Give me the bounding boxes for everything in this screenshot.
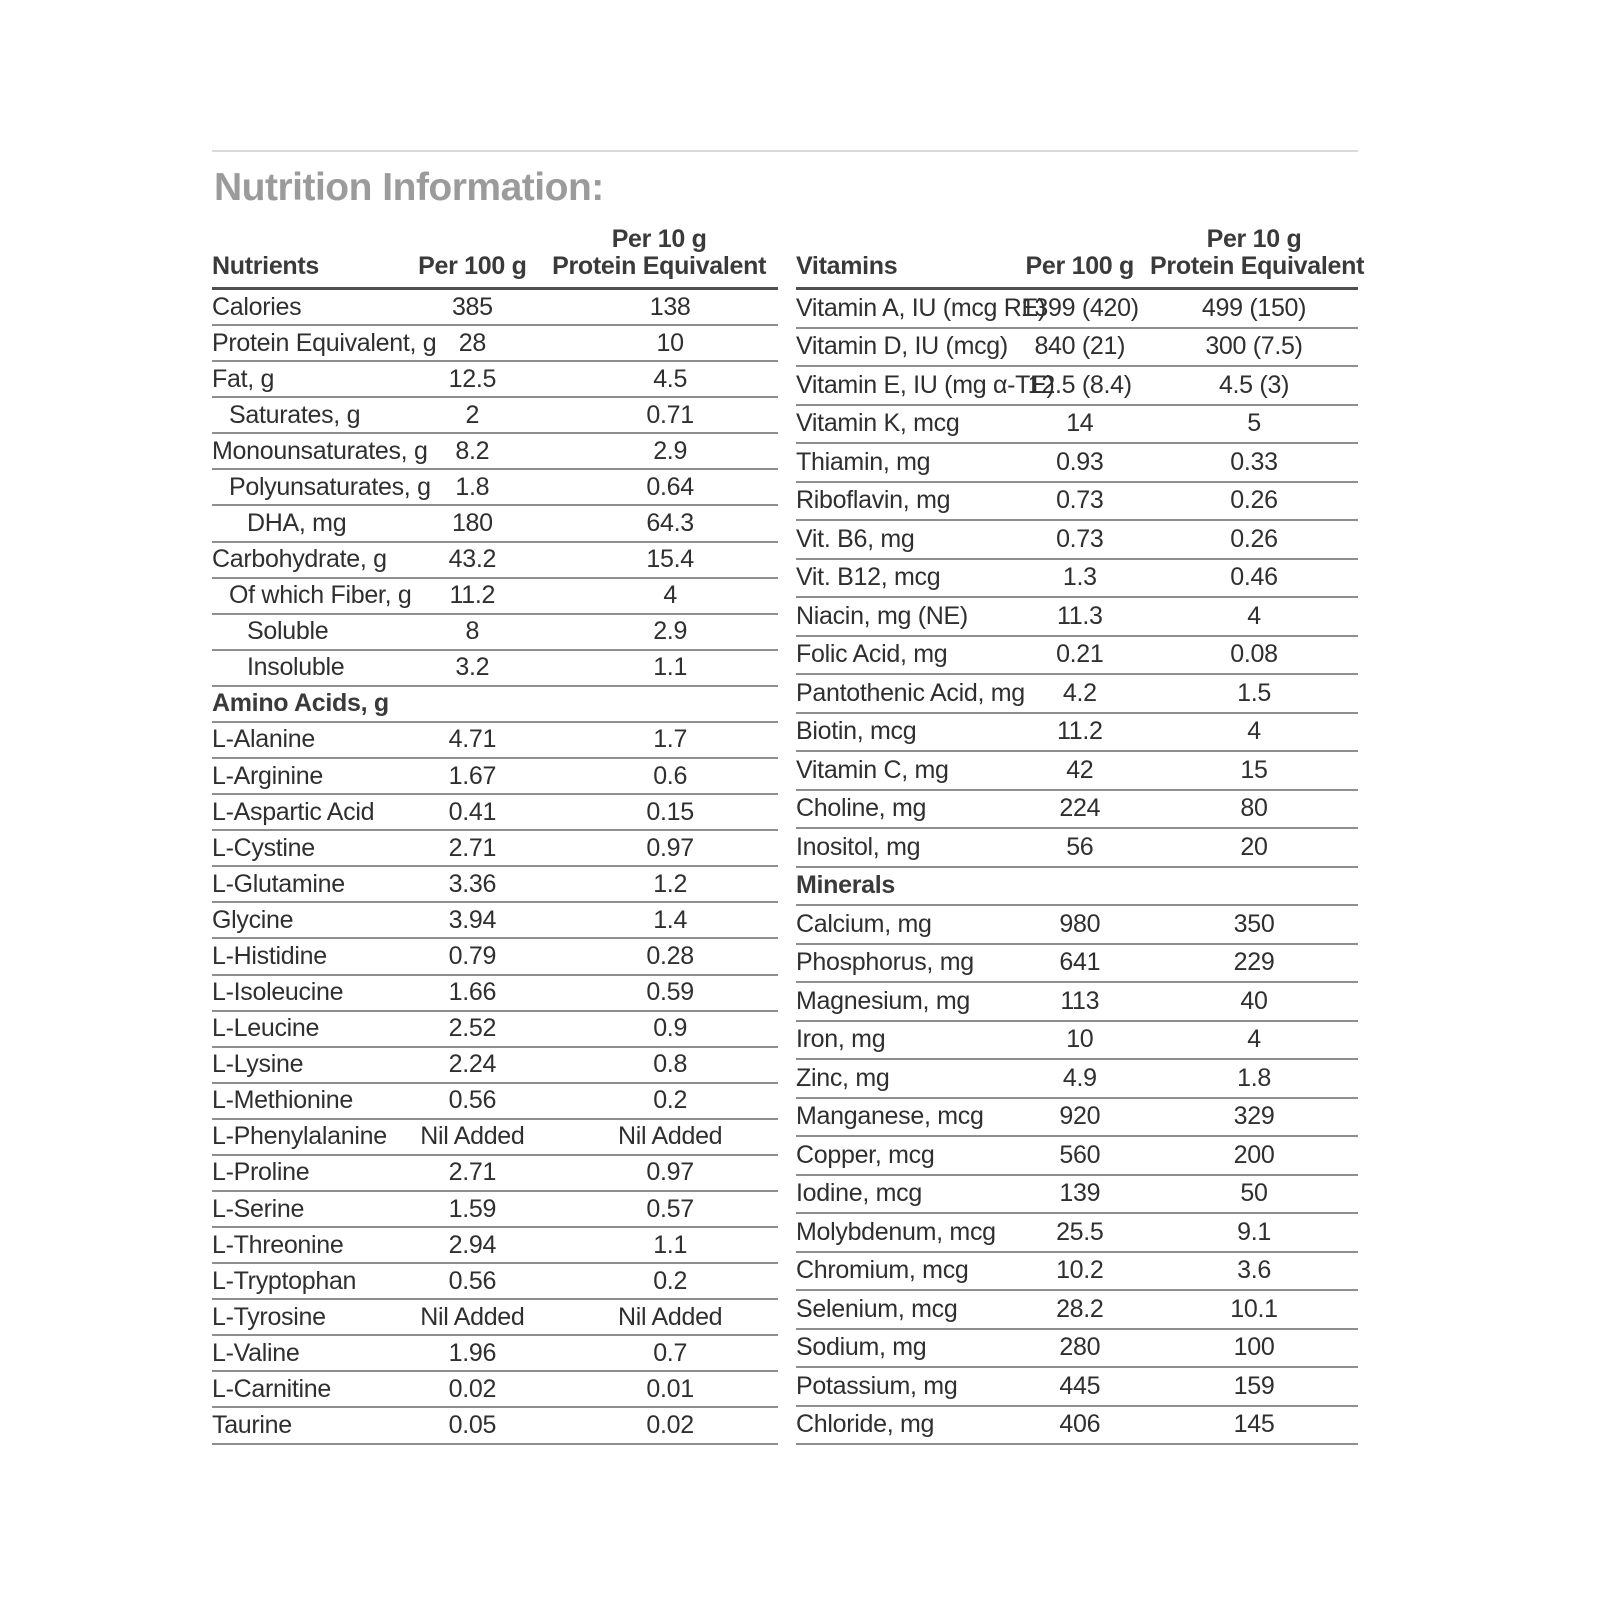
- section-row: [796, 867, 1358, 906]
- table-row: [796, 713, 1358, 752]
- row-label: Molybdenum, mcg: [796, 1213, 1010, 1252]
- row-label: Vitamin C, mg: [796, 751, 1010, 790]
- value-per-10g-protein-equivalent: 80: [1150, 790, 1358, 829]
- row-label: Saturates, g: [212, 397, 404, 433]
- table-row: [212, 1011, 778, 1047]
- value-per-100g: 2.94: [404, 1227, 540, 1263]
- value-per-100g: 28: [404, 325, 540, 361]
- table-row: [796, 751, 1358, 790]
- value-per-100g: 139: [1010, 1175, 1151, 1214]
- value-per-100g: 280: [1010, 1329, 1151, 1368]
- row-label: L-Lysine: [212, 1047, 404, 1083]
- value-per-100g: 28.2: [1010, 1290, 1151, 1329]
- value-per-10g-protein-equivalent: 4.5: [540, 361, 778, 397]
- table-row: [212, 361, 778, 397]
- table-row: [212, 1335, 778, 1371]
- value-per-100g: Nil Added: [404, 1299, 540, 1335]
- value-per-100g: 0.73: [1010, 520, 1151, 559]
- table-row: [212, 938, 778, 974]
- row-label: Calories: [212, 289, 404, 326]
- value-per-100g: 11.2: [404, 578, 540, 614]
- col-header-vitamins: Vitamins: [796, 226, 1010, 289]
- row-label: L-Aspartic Acid: [212, 794, 404, 830]
- table-row: [212, 1155, 778, 1191]
- row-label: L-Histidine: [212, 938, 404, 974]
- table-row: [796, 1252, 1358, 1291]
- value-per-10g-protein-equivalent: 499 (150): [1150, 289, 1358, 328]
- nutrients-header-row: [212, 226, 778, 289]
- value-per-100g: Nil Added: [404, 1119, 540, 1155]
- table-row: [212, 1407, 778, 1444]
- row-label: L-Phenylalanine: [212, 1119, 404, 1155]
- value-per-100g: 1.8: [404, 469, 540, 505]
- table-row: [212, 758, 778, 794]
- table-row: [212, 1191, 778, 1227]
- table-row: [796, 1406, 1358, 1445]
- value-per-100g: 3.36: [404, 866, 540, 902]
- value-per-10g-protein-equivalent: 1.1: [540, 650, 778, 686]
- value-per-100g: 11.3: [1010, 597, 1151, 636]
- table-row: [796, 405, 1358, 444]
- row-label: L-Tyrosine: [212, 1299, 404, 1335]
- table-row: [796, 559, 1358, 598]
- value-per-100g: 180: [404, 505, 540, 541]
- row-label: L-Arginine: [212, 758, 404, 794]
- value-per-10g-protein-equivalent: 4: [1150, 597, 1358, 636]
- value-per-10g-protein-equivalent: 4: [540, 578, 778, 614]
- table-row: [796, 289, 1358, 328]
- value-per-100g: 2.71: [404, 830, 540, 866]
- nutrients-table: [212, 226, 778, 1445]
- value-per-100g: 4.9: [1010, 1059, 1151, 1098]
- value-per-100g: 42: [1010, 751, 1151, 790]
- table-row: [212, 866, 778, 902]
- value-per-10g-protein-equivalent: 10: [540, 325, 778, 361]
- row-label: Vitamin D, IU (mcg): [796, 328, 1010, 367]
- value-per-10g-protein-equivalent: 0.26: [1150, 482, 1358, 521]
- row-label: L-Alanine: [212, 722, 404, 758]
- value-per-100g: 0.56: [404, 1083, 540, 1119]
- value-per-10g-protein-equivalent: 350: [1150, 905, 1358, 944]
- value-per-10g-protein-equivalent: 0.33: [1150, 443, 1358, 482]
- value-per-100g: 1.59: [404, 1191, 540, 1227]
- value-per-10g-protein-equivalent: 229: [1150, 944, 1358, 983]
- value-per-100g: 8.2: [404, 433, 540, 469]
- value-per-10g-protein-equivalent: 0.9: [540, 1011, 778, 1047]
- value-per-100g: 8: [404, 614, 540, 650]
- row-label: L-Tryptophan: [212, 1263, 404, 1299]
- value-per-10g-protein-equivalent: 300 (7.5): [1150, 328, 1358, 367]
- row-label: Of which Fiber, g: [212, 578, 404, 614]
- row-label: Niacin, mg (NE): [796, 597, 1010, 636]
- table-row: [212, 542, 778, 578]
- row-label: Fat, g: [212, 361, 404, 397]
- row-label: Protein Equivalent, g: [212, 325, 404, 361]
- value-per-100g: 840 (21): [1010, 328, 1151, 367]
- table-row: [796, 1329, 1358, 1368]
- row-label: Iron, mg: [796, 1021, 1010, 1060]
- table-row: [796, 636, 1358, 675]
- row-label: L-Threonine: [212, 1227, 404, 1263]
- value-per-100g: 2.24: [404, 1047, 540, 1083]
- value-per-10g-protein-equivalent: 0.8: [540, 1047, 778, 1083]
- row-label: Vit. B12, mcg: [796, 559, 1010, 598]
- value-per-10g-protein-equivalent: 0.28: [540, 938, 778, 974]
- row-label: L-Glutamine: [212, 866, 404, 902]
- section-row: [212, 686, 778, 722]
- value-per-10g-protein-equivalent: 4.5 (3): [1150, 366, 1358, 405]
- table-row: [212, 1227, 778, 1263]
- value-per-10g-protein-equivalent: 0.2: [540, 1263, 778, 1299]
- row-label: Carbohydrate, g: [212, 542, 404, 578]
- table-row: [212, 650, 778, 686]
- row-label: Inositol, mg: [796, 828, 1010, 867]
- value-per-100g: 4.2: [1010, 674, 1151, 713]
- col-header-nutrients: Nutrients: [212, 226, 404, 289]
- value-per-10g-protein-equivalent: 2.9: [540, 614, 778, 650]
- table-row: [212, 433, 778, 469]
- value-per-10g-protein-equivalent: 1.7: [540, 722, 778, 758]
- table-row: [212, 505, 778, 541]
- row-label: Soluble: [212, 614, 404, 650]
- table-row: [212, 830, 778, 866]
- table-row: [212, 1083, 778, 1119]
- value-per-100g: 1.66: [404, 975, 540, 1011]
- value-per-100g: 12.5: [404, 361, 540, 397]
- value-per-100g: 1.3: [1010, 559, 1151, 598]
- table-row: [212, 975, 778, 1011]
- value-per-100g: 406: [1010, 1406, 1151, 1445]
- col-header-per-100g: Per 100 g: [404, 226, 540, 289]
- row-label: Potassium, mg: [796, 1367, 1010, 1406]
- table-row: [212, 1119, 778, 1155]
- value-per-10g-protein-equivalent: 138: [540, 289, 778, 326]
- per-10g-line: Per 10 g: [1206, 225, 1302, 253]
- value-per-100g: 0.56: [404, 1263, 540, 1299]
- value-per-100g: 10: [1010, 1021, 1151, 1060]
- value-per-10g-protein-equivalent: 9.1: [1150, 1213, 1358, 1252]
- nutrition-label: [212, 150, 1365, 1445]
- value-per-100g: 14: [1010, 405, 1151, 444]
- value-per-100g: 56: [1010, 828, 1151, 867]
- table-row: [796, 674, 1358, 713]
- protein-equivalent-line: Protein Equivalent: [552, 252, 767, 280]
- row-label: L-Carnitine: [212, 1371, 404, 1407]
- table-row: [212, 902, 778, 938]
- table-row: [212, 289, 778, 326]
- value-per-10g-protein-equivalent: 0.26: [1150, 520, 1358, 559]
- value-per-100g: 385: [404, 289, 540, 326]
- col-header-per-10g-protein-equivalent: [1150, 225, 1365, 289]
- value-per-10g-protein-equivalent: 0.57: [540, 1191, 778, 1227]
- table-row: [796, 1175, 1358, 1214]
- row-label: L-Isoleucine: [212, 975, 404, 1011]
- table-row: [796, 790, 1358, 829]
- table-row: [796, 366, 1358, 405]
- row-label: L-Cystine: [212, 830, 404, 866]
- table-row: [796, 328, 1358, 367]
- value-per-10g-protein-equivalent: 0.64: [540, 469, 778, 505]
- value-per-10g-protein-equivalent: 40: [1150, 982, 1358, 1021]
- page-title: Nutrition Information:: [214, 166, 604, 209]
- row-label: L-Proline: [212, 1155, 404, 1191]
- value-per-10g-protein-equivalent: 15: [1150, 751, 1358, 790]
- value-per-10g-protein-equivalent: 4: [1150, 713, 1358, 752]
- value-per-100g: 0.79: [404, 938, 540, 974]
- value-per-100g: 3.2: [404, 650, 540, 686]
- table-row: [796, 905, 1358, 944]
- row-label: Phosphorus, mg: [796, 944, 1010, 983]
- row-label: Chloride, mg: [796, 1406, 1010, 1445]
- table-row: [796, 1367, 1358, 1406]
- value-per-10g-protein-equivalent: 159: [1150, 1367, 1358, 1406]
- value-per-100g: 641: [1010, 944, 1151, 983]
- row-label: L-Serine: [212, 1191, 404, 1227]
- value-per-10g-protein-equivalent: 3.6: [1150, 1252, 1358, 1291]
- table-row: [796, 597, 1358, 636]
- table-row: [212, 325, 778, 361]
- protein-equivalent-line: Protein Equivalent: [1150, 252, 1365, 280]
- value-per-100g: 0.21: [1010, 636, 1151, 675]
- section-label: Minerals: [796, 867, 1358, 906]
- table-row: [796, 1098, 1358, 1137]
- table-row: [212, 614, 778, 650]
- value-per-10g-protein-equivalent: 100: [1150, 1329, 1358, 1368]
- value-per-10g-protein-equivalent: 0.15: [540, 794, 778, 830]
- value-per-10g-protein-equivalent: 0.59: [540, 975, 778, 1011]
- value-per-10g-protein-equivalent: 2.9: [540, 433, 778, 469]
- value-per-10g-protein-equivalent: Nil Added: [540, 1119, 778, 1155]
- row-label: Biotin, mcg: [796, 713, 1010, 752]
- value-per-100g: 0.05: [404, 1407, 540, 1444]
- value-per-10g-protein-equivalent: 5: [1150, 405, 1358, 444]
- vitamins-minerals-table: [796, 225, 1365, 1445]
- value-per-100g: 113: [1010, 982, 1151, 1021]
- table-row: [212, 1047, 778, 1083]
- row-label: Riboflavin, mg: [796, 482, 1010, 521]
- table-row: [796, 828, 1358, 867]
- value-per-100g: 560: [1010, 1136, 1151, 1175]
- table-row: [796, 482, 1358, 521]
- value-per-100g: 0.02: [404, 1371, 540, 1407]
- row-label: Glycine: [212, 902, 404, 938]
- value-per-10g-protein-equivalent: 0.7: [540, 1335, 778, 1371]
- row-label: DHA, mg: [212, 505, 404, 541]
- value-per-100g: 0.41: [404, 794, 540, 830]
- value-per-100g: 1.67: [404, 758, 540, 794]
- row-label: Magnesium, mg: [796, 982, 1010, 1021]
- value-per-100g: 1399 (420): [1010, 289, 1151, 328]
- row-label: Calcium, mg: [796, 905, 1010, 944]
- table-row: [796, 443, 1358, 482]
- value-per-100g: 445: [1010, 1367, 1151, 1406]
- table-row: [796, 1290, 1358, 1329]
- row-label: Zinc, mg: [796, 1059, 1010, 1098]
- table-row: [212, 397, 778, 433]
- value-per-10g-protein-equivalent: 0.6: [540, 758, 778, 794]
- row-label: Selenium, mcg: [796, 1290, 1010, 1329]
- value-per-10g-protein-equivalent: 0.02: [540, 1407, 778, 1444]
- value-per-10g-protein-equivalent: 20: [1150, 828, 1358, 867]
- row-label: Pantothenic Acid, mg: [796, 674, 1010, 713]
- value-per-10g-protein-equivalent: 64.3: [540, 505, 778, 541]
- value-per-100g: 4.71: [404, 722, 540, 758]
- value-per-10g-protein-equivalent: 0.71: [540, 397, 778, 433]
- row-label: Vitamin K, mcg: [796, 405, 1010, 444]
- row-label: L-Methionine: [212, 1083, 404, 1119]
- value-per-100g: 12.5 (8.4): [1010, 366, 1151, 405]
- value-per-100g: 1.96: [404, 1335, 540, 1371]
- value-per-100g: 2.52: [404, 1011, 540, 1047]
- row-label: Polyunsaturates, g: [212, 469, 404, 505]
- per-10g-line: Per 10 g: [611, 225, 707, 253]
- col-header-per-10g-protein-equivalent: [540, 226, 778, 289]
- table-row: [212, 1371, 778, 1407]
- table-row: [796, 944, 1358, 983]
- table-row: [796, 1136, 1358, 1175]
- value-per-10g-protein-equivalent: 1.5: [1150, 674, 1358, 713]
- table-row: [796, 1059, 1358, 1098]
- row-label: L-Valine: [212, 1335, 404, 1371]
- vitamins-minerals-table-body: [796, 289, 1358, 1445]
- table-row: [212, 722, 778, 758]
- row-label: Thiamin, mg: [796, 443, 1010, 482]
- value-per-100g: 10.2: [1010, 1252, 1151, 1291]
- row-label: Manganese, mcg: [796, 1098, 1010, 1137]
- row-label: Iodine, mcg: [796, 1175, 1010, 1214]
- table-row: [796, 1213, 1358, 1252]
- nutrients-table-body: [212, 289, 778, 1445]
- row-label: Monounsaturates, g: [212, 433, 404, 469]
- value-per-100g: 43.2: [404, 542, 540, 578]
- value-per-100g: 0.73: [1010, 482, 1151, 521]
- row-label: Copper, mcg: [796, 1136, 1010, 1175]
- value-per-10g-protein-equivalent: 15.4: [540, 542, 778, 578]
- row-label: Vitamin A, IU (mcg RE): [796, 289, 1010, 328]
- value-per-100g: 224: [1010, 790, 1151, 829]
- tables-container: [212, 225, 1365, 1445]
- row-label: Insoluble: [212, 650, 404, 686]
- value-per-10g-protein-equivalent: 50: [1150, 1175, 1358, 1214]
- row-label: Folic Acid, mg: [796, 636, 1010, 675]
- value-per-10g-protein-equivalent: 0.08: [1150, 636, 1358, 675]
- table-row: [212, 1299, 778, 1335]
- section-label: Amino Acids, g: [212, 686, 778, 722]
- table-row: [796, 520, 1358, 559]
- value-per-100g: 980: [1010, 905, 1151, 944]
- top-divider: [212, 150, 1358, 152]
- value-per-10g-protein-equivalent: 0.01: [540, 1371, 778, 1407]
- value-per-10g-protein-equivalent: 1.2: [540, 866, 778, 902]
- value-per-10g-protein-equivalent: 0.97: [540, 1155, 778, 1191]
- row-label: L-Leucine: [212, 1011, 404, 1047]
- row-label: Vitamin E, IU (mg α-TE): [796, 366, 1010, 405]
- value-per-10g-protein-equivalent: Nil Added: [540, 1299, 778, 1335]
- value-per-100g: 0.93: [1010, 443, 1151, 482]
- value-per-10g-protein-equivalent: 200: [1150, 1136, 1358, 1175]
- value-per-10g-protein-equivalent: 1.1: [540, 1227, 778, 1263]
- value-per-100g: 920: [1010, 1098, 1151, 1137]
- table-row: [796, 1021, 1358, 1060]
- value-per-100g: 2.71: [404, 1155, 540, 1191]
- table-row: [212, 578, 778, 614]
- value-per-100g: 3.94: [404, 902, 540, 938]
- row-label: Choline, mg: [796, 790, 1010, 829]
- value-per-10g-protein-equivalent: 4: [1150, 1021, 1358, 1060]
- value-per-10g-protein-equivalent: 329: [1150, 1098, 1358, 1137]
- value-per-100g: 2: [404, 397, 540, 433]
- value-per-10g-protein-equivalent: 0.97: [540, 830, 778, 866]
- row-label: Taurine: [212, 1407, 404, 1444]
- value-per-10g-protein-equivalent: 0.2: [540, 1083, 778, 1119]
- row-label: Chromium, mcg: [796, 1252, 1010, 1291]
- row-label: Sodium, mg: [796, 1329, 1010, 1368]
- row-label: Vit. B6, mg: [796, 520, 1010, 559]
- vitamins-header-row: [796, 226, 1358, 289]
- value-per-10g-protein-equivalent: 0.46: [1150, 559, 1358, 598]
- table-row: [796, 982, 1358, 1021]
- col-header-per-100g: Per 100 g: [1010, 226, 1151, 289]
- value-per-10g-protein-equivalent: 10.1: [1150, 1290, 1358, 1329]
- value-per-10g-protein-equivalent: 1.8: [1150, 1059, 1358, 1098]
- table-row: [212, 469, 778, 505]
- value-per-10g-protein-equivalent: 1.4: [540, 902, 778, 938]
- value-per-100g: 25.5: [1010, 1213, 1151, 1252]
- table-row: [212, 794, 778, 830]
- value-per-100g: 11.2: [1010, 713, 1151, 752]
- value-per-10g-protein-equivalent: 145: [1150, 1406, 1358, 1445]
- table-row: [212, 1263, 778, 1299]
